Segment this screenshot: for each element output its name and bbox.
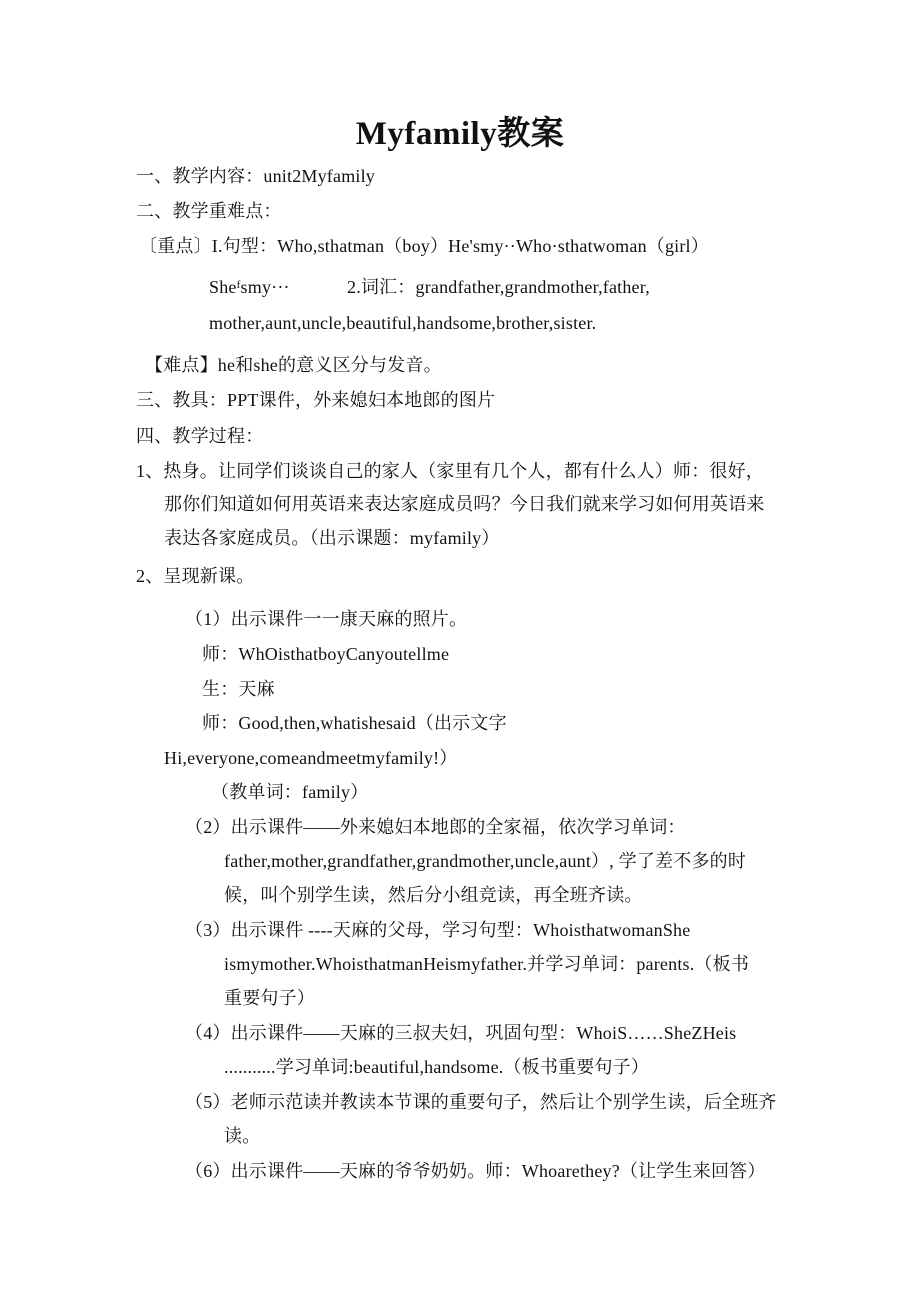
- line-step-3-cont-2: 重要句子）: [224, 988, 315, 1008]
- line-step-2-cont-1: father,mother,grandfather,grandmother,uncle,aunt）, 学了差不多的时: [224, 851, 747, 871]
- line-step-4-cont: ...........学习单词:beautiful,handsome.（板书重要句子）: [224, 1057, 650, 1077]
- line-step-2-cont-2: 候，叫个别学生读，然后分小组竞读，再全班齐读。: [224, 885, 643, 905]
- line-step-1-word: （教单词：family）: [211, 782, 369, 802]
- line-step-1: （1）出示课件一一康天麻的照片。: [185, 609, 468, 629]
- line-step-1-teacher: 师：WhOisthatboyCanyoutellme: [202, 644, 450, 664]
- line-step-3-cont-1: ismymother.WhoisthatmanHeismyfather.并学习单词：parents.（板书: [224, 954, 750, 974]
- line-key-point-sentences-cont: Sheᶠsmy···: [209, 277, 290, 297]
- line-warmup-cont-1: 那你们知道如何用英语来表达家庭成员吗？今日我们就来学习如何用英语来: [164, 494, 765, 514]
- line-step-4: （4）出示课件——天麻的三叔夫妇，巩固句型：WhoiS……SheZHeis: [185, 1023, 737, 1043]
- line-process-heading: 四、教学过程：: [136, 426, 264, 446]
- line-key-points-heading: 二、教学重难点：: [136, 201, 282, 221]
- line-step-3: （3）出示课件 ----天麻的父母，学习句型：WhoisthatwomanShe: [185, 920, 691, 940]
- line-step-5: （5）老师示范读并教读本节课的重要句子，然后让个别学生读，后全班齐: [185, 1092, 777, 1112]
- line-teaching-content: 一、教学内容：unit2Myfamily: [136, 166, 375, 186]
- line-teaching-aids: 三、教具：PPT课件，外来媳妇本地郎的图片: [136, 390, 496, 410]
- line-step-6: （6）出示课件——天麻的爷爷奶奶。师：Whoarethey?（让学生来回答）: [185, 1161, 766, 1181]
- page-title: Myfamily教案: [355, 116, 565, 152]
- line-step-2: （2）出示课件——外来媳妇本地郎的全家福，依次学习单词：: [185, 817, 686, 837]
- line-step-1-student: 生：天麻: [202, 679, 275, 699]
- line-warmup: 1、热身。让同学们谈谈自己的家人（家里有几个人，都有什么人）师：很好，: [136, 461, 764, 481]
- line-step-5-cont: 读。: [224, 1126, 261, 1146]
- line-step-1-text: Hi,everyone,comeandmeetmyfamily!）: [164, 748, 458, 768]
- line-vocabulary: 2.词汇：grandfather,grandmother,father,: [347, 277, 650, 297]
- line-new-lesson: 2、呈现新课。: [136, 566, 255, 586]
- line-step-1-teacher-2: 师：Good,then,whatishesaid（出示文字: [202, 713, 507, 733]
- line-vocabulary-cont: mother,aunt,uncle,beautiful,handsome,brother,sister.: [209, 313, 597, 333]
- line-warmup-cont-2: 表达各家庭成员。（出示课题：myfamily）: [164, 528, 500, 548]
- line-key-point-sentences: 〔重点〕I.句型：Who,sthatman（boy）He'smy··Who·sthatwoman（girl）: [139, 236, 709, 256]
- line-difficult-point: 【难点】he和she的意义区分与发音。: [145, 355, 442, 375]
